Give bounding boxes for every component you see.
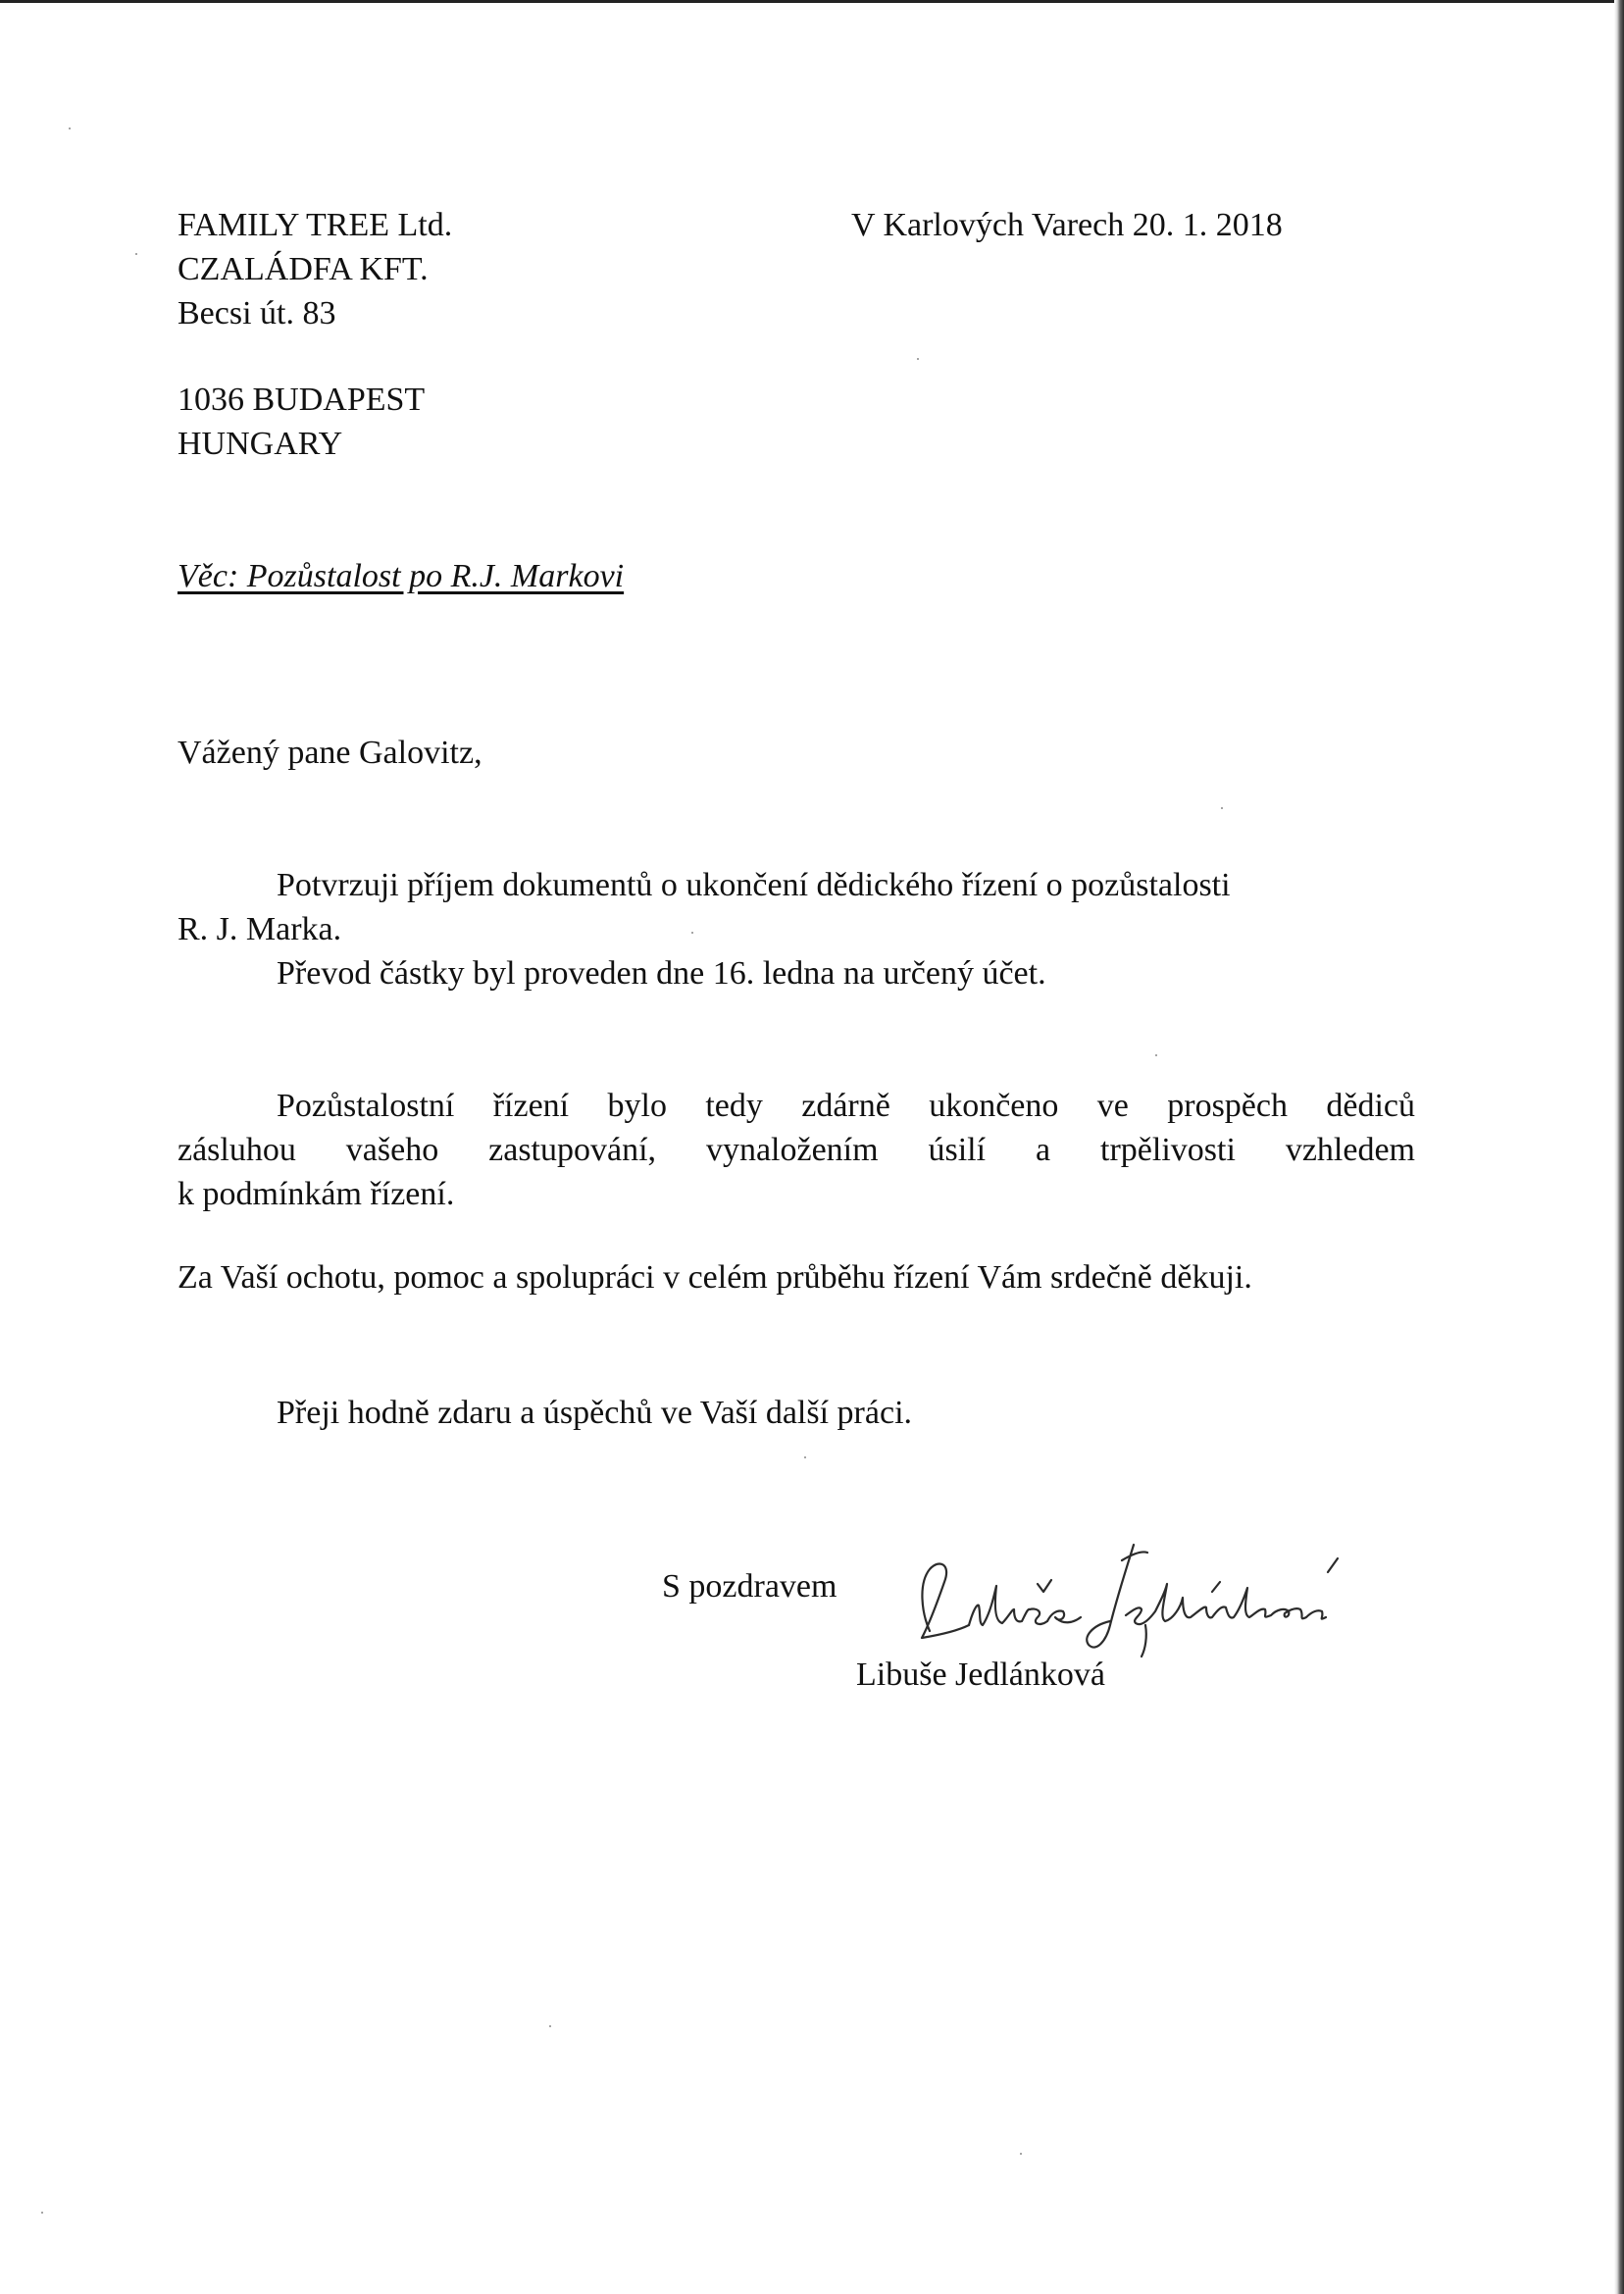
subject-line: Věc: Pozůstalost po R.J. Markovi	[178, 558, 625, 594]
address-line: FAMILY TREE Ltd.	[178, 207, 453, 243]
scan-speck	[549, 2025, 551, 2027]
scan-speck	[1155, 1054, 1157, 1056]
closing: S pozdravem	[662, 1568, 837, 1605]
scan-speck	[804, 1456, 806, 1458]
scan-speck	[691, 932, 693, 934]
paragraph-3-line-2: zásluhou vašeho zastupování, vynaložením úsilí a trpělivosti vzhledem	[178, 1132, 1415, 1168]
paragraph-5: Přeji hodně zdaru a úspěchů ve Vaší další práci.	[277, 1395, 913, 1431]
scan-speck	[917, 358, 919, 360]
scan-right-edge	[1614, 0, 1624, 2294]
address-line: 1036 BUDAPEST	[178, 382, 426, 418]
address-line: Becsi út. 83	[178, 295, 336, 331]
recipient-city	[178, 378, 425, 466]
signatory-name: Libuše Jedlánková	[856, 1657, 1105, 1693]
paragraph-2: Převod částky byl proveden dne 16. ledna na určený účet.	[277, 955, 1046, 992]
place-date: V Karlových Varech 20. 1. 2018	[851, 207, 1283, 243]
handwritten-signature	[900, 1515, 1391, 1662]
paragraph-3-line-3: k podmínkám řízení.	[178, 1176, 455, 1212]
address-line: CZALÁDFA KFT.	[178, 251, 429, 287]
scan-speck	[1221, 807, 1223, 809]
salutation: Vážený pane Galovitz,	[178, 735, 482, 771]
scan-speck	[41, 2212, 43, 2214]
address-line: HUNGARY	[178, 426, 343, 462]
scan-speck	[135, 253, 137, 255]
paragraph-3	[178, 1084, 1415, 1216]
paragraph-1-line-1: Potvrzuji příjem dokumentů o ukončení dědického řízení o pozůstalosti	[277, 867, 1231, 903]
scan-speck	[1020, 2153, 1022, 2155]
recipient-address	[178, 203, 452, 335]
paragraph-3-line-1: Pozůstalostní řízení bylo tedy zdárně ukončeno ve prospěch dědiců	[277, 1088, 1415, 1124]
scan-top-edge	[0, 0, 1624, 3]
paragraph-4: Za Vaší ochotu, pomoc a spolupráci v celém průběhu řízení Vám srdečně děkuji.	[178, 1259, 1252, 1296]
paragraph-1-line-2: R. J. Marka.	[178, 911, 342, 947]
scan-speck	[69, 127, 71, 129]
